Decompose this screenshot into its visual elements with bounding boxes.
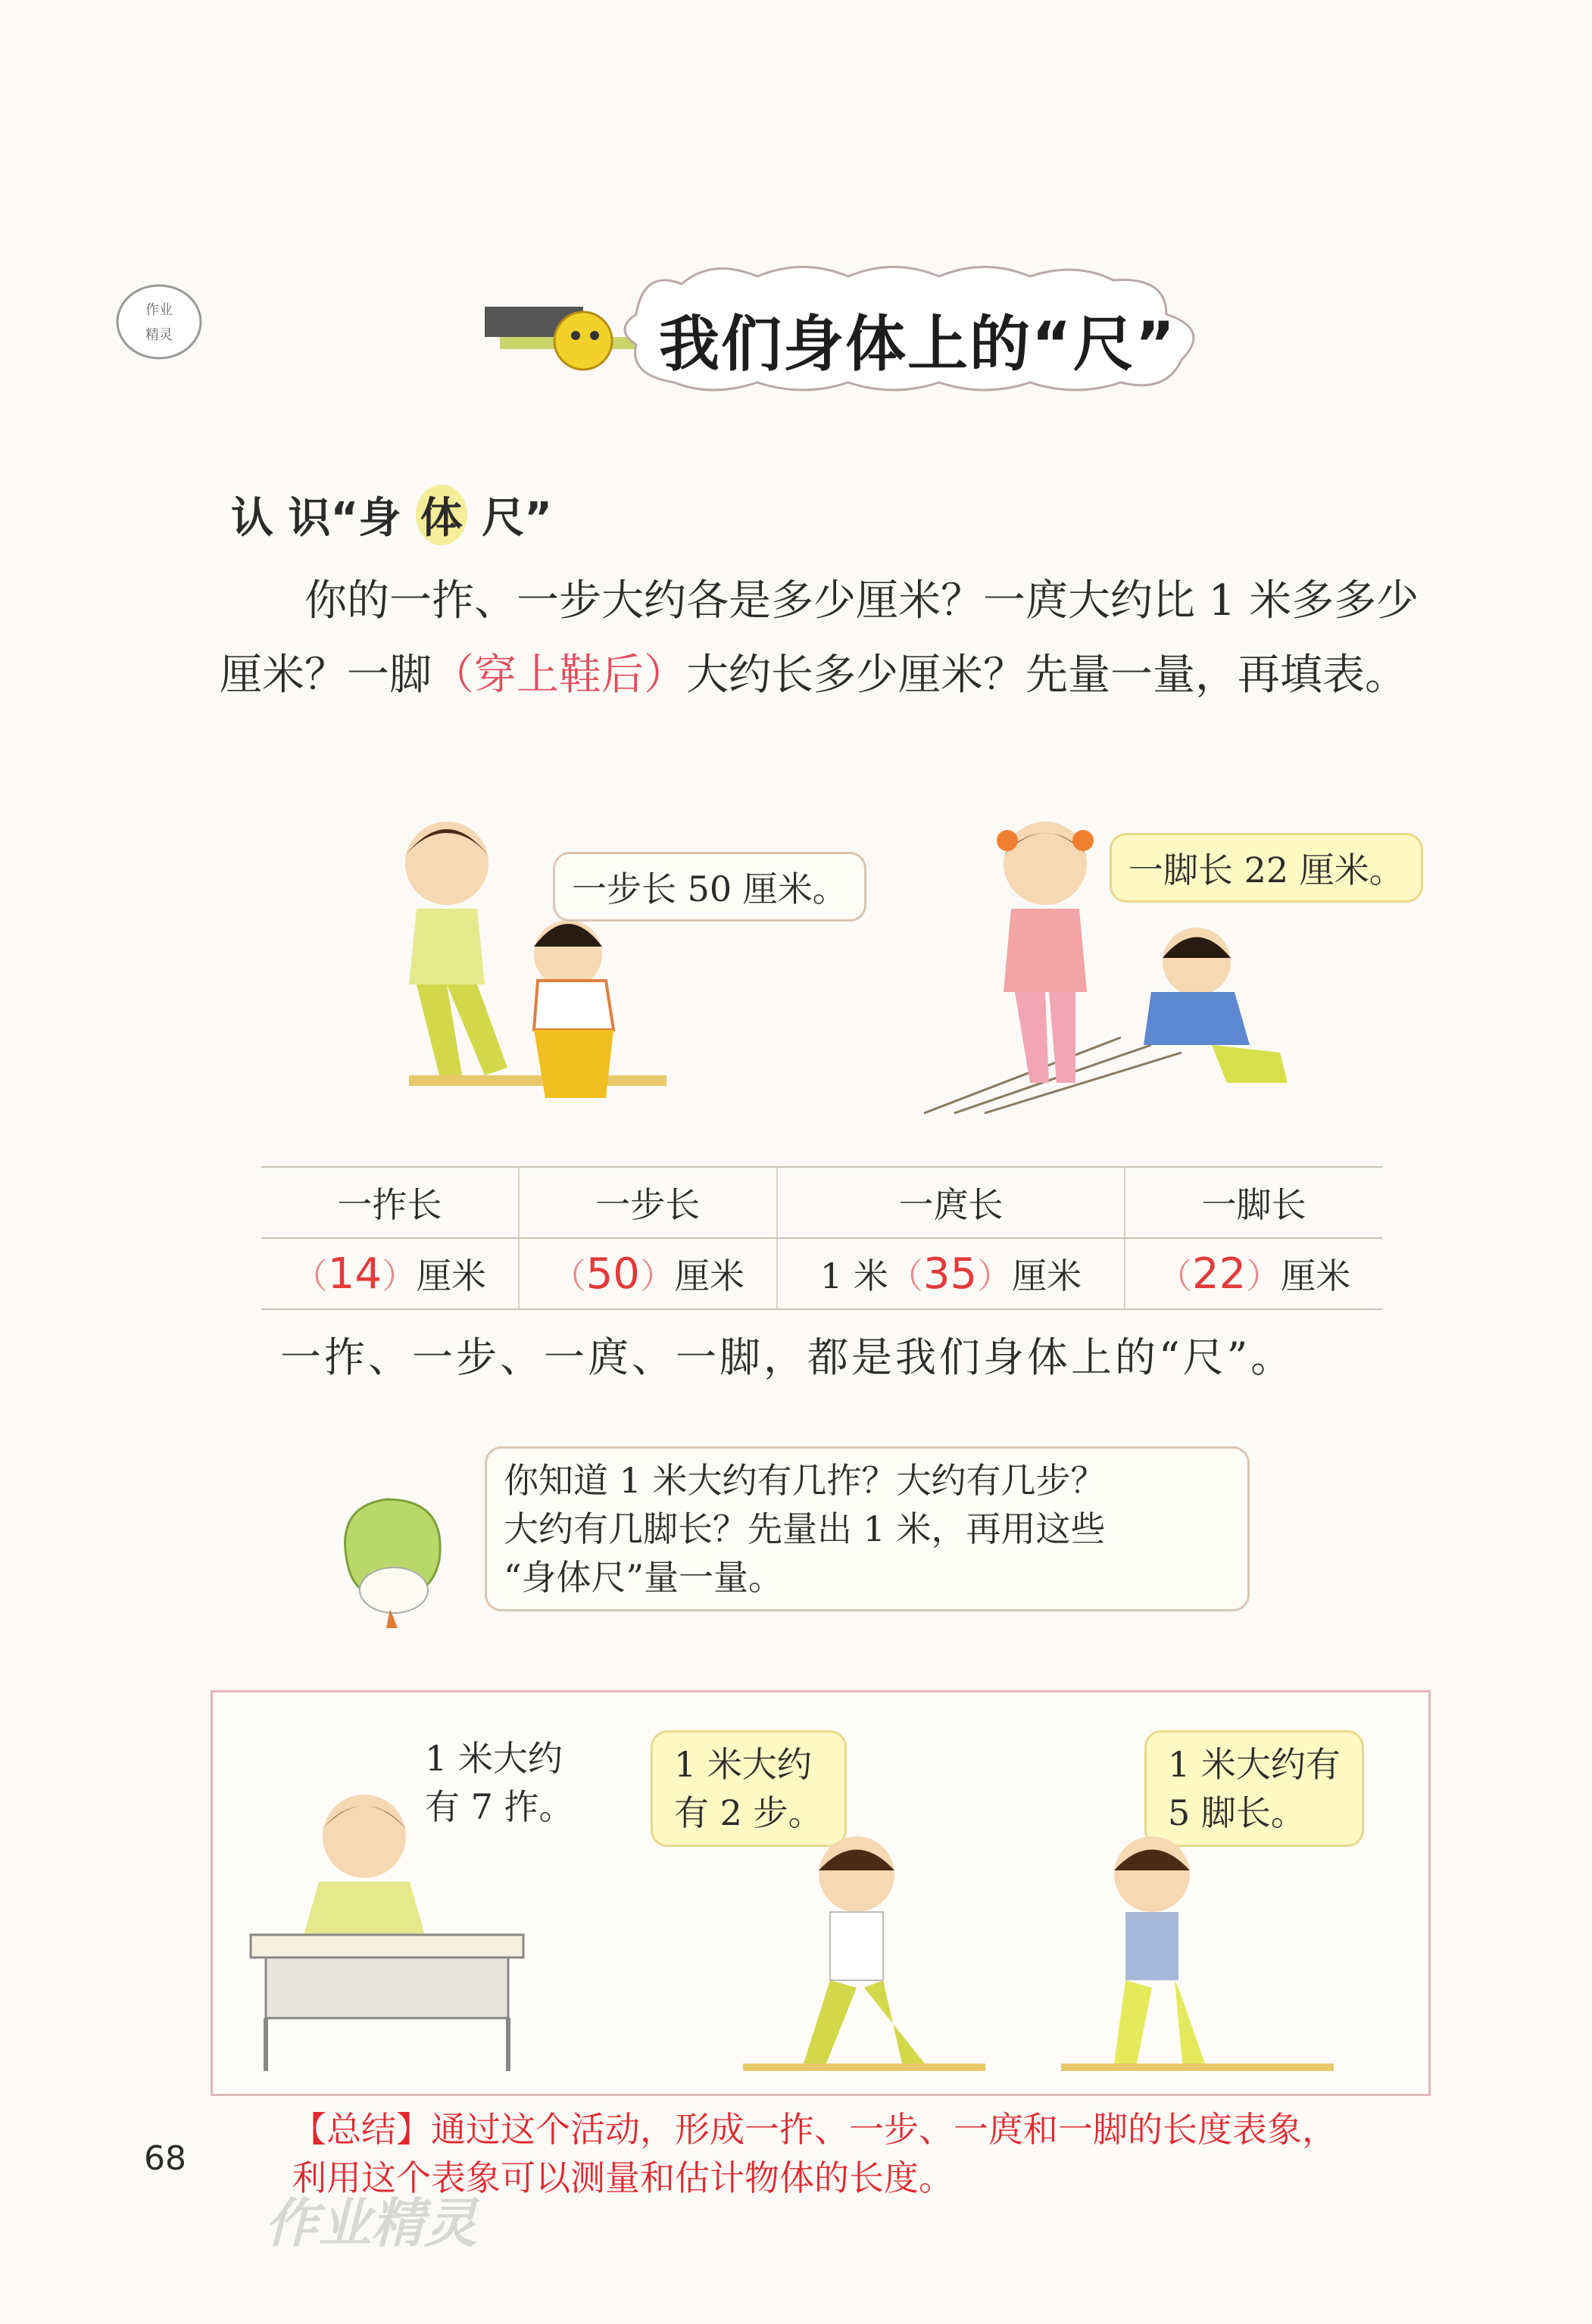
table-cell: （50）厘米	[519, 1238, 777, 1309]
intro-text-2: 大约长多少厘米？先量一量，再填表。	[686, 650, 1407, 700]
table-cell: （14）厘米	[261, 1238, 519, 1309]
intro-paragraph	[220, 564, 1447, 713]
watermark: 作业精灵	[265, 2192, 477, 2254]
summary-tag: 【总结】	[292, 2109, 431, 2150]
summary-line-1: 通过这个活动，形成一拃、一步、一庹和一脚的长度表象，	[431, 2109, 1337, 2150]
table-header-row	[261, 1167, 1382, 1238]
page-number: 68	[144, 2139, 186, 2178]
panel-bubble-2-line2: 有 2 步。	[674, 1792, 823, 1833]
panel-bubble-3-line1: 1 米大约有	[1168, 1744, 1341, 1785]
foot-bubble: 一脚长 22 厘米。	[1110, 833, 1423, 903]
table-cell: 1 米（35）厘米	[777, 1238, 1125, 1309]
measurement-table	[261, 1166, 1382, 1310]
table-row	[261, 1238, 1382, 1309]
conclusion-text: 一拃、一步、一庹、一脚，都是我们身体上的“尺”。	[280, 1334, 1295, 1381]
panel-text-1-line1: 1 米大约	[425, 1738, 563, 1779]
activity-panel	[211, 1690, 1431, 2096]
intro-text-1: 你的一拃、一步大约各是多少厘米？一庹大约比 1 米多多少厘米？一脚	[220, 576, 1419, 700]
intro-red-note: （穿上鞋后）	[432, 650, 686, 700]
question-line-1: 你知道 1 米大约有几拃？大约有几步？	[504, 1460, 1106, 1501]
table-header: 一步长	[519, 1167, 777, 1238]
sprite-logo	[114, 280, 204, 363]
cabbage-sprite	[318, 1477, 462, 1628]
table-header: 一庹长	[777, 1167, 1125, 1238]
panel-bubble-2-line1: 1 米大约	[674, 1744, 812, 1785]
table-header: 一脚长	[1125, 1167, 1382, 1238]
step-boy-illustration	[743, 1829, 985, 2086]
step-bubble: 一步长 50 厘米。	[553, 852, 866, 922]
answer-value: 50	[585, 1249, 640, 1299]
table-cell: （22）厘米	[1125, 1238, 1382, 1309]
section-heading-pre: 认 识“身	[231, 494, 416, 543]
panel-bubble-3-line2: 5 脚长。	[1168, 1792, 1306, 1833]
section-heading-highlight: 体	[416, 485, 467, 545]
section-heading	[231, 485, 552, 545]
logo-text-1: 作业	[145, 302, 173, 318]
page-title: 我们身体上的“尺”	[659, 309, 1177, 379]
panel-text-1-line2: 有 7 拃。	[425, 1786, 574, 1827]
section-heading-post: 尺”	[467, 494, 553, 543]
answer-value: 22	[1191, 1249, 1247, 1299]
panel-text-1	[425, 1734, 574, 1831]
question-line-2: 大约有几脚长？先量出 1 米，再用这些	[504, 1508, 1106, 1549]
summary-line-2: 利用这个表象可以测量和估计物体的长度。	[292, 2157, 954, 2198]
question-line-3: “身体尺”量一量。	[504, 1557, 784, 1598]
answer-value: 14	[327, 1249, 382, 1299]
logo-text-2: 精灵	[145, 327, 173, 343]
answer-value: 35	[922, 1249, 978, 1299]
question-bubble	[485, 1446, 1250, 1611]
foot-boy-illustration	[1061, 1829, 1364, 2086]
chick-illustration	[554, 312, 612, 370]
table-header: 一拃长	[261, 1167, 519, 1238]
